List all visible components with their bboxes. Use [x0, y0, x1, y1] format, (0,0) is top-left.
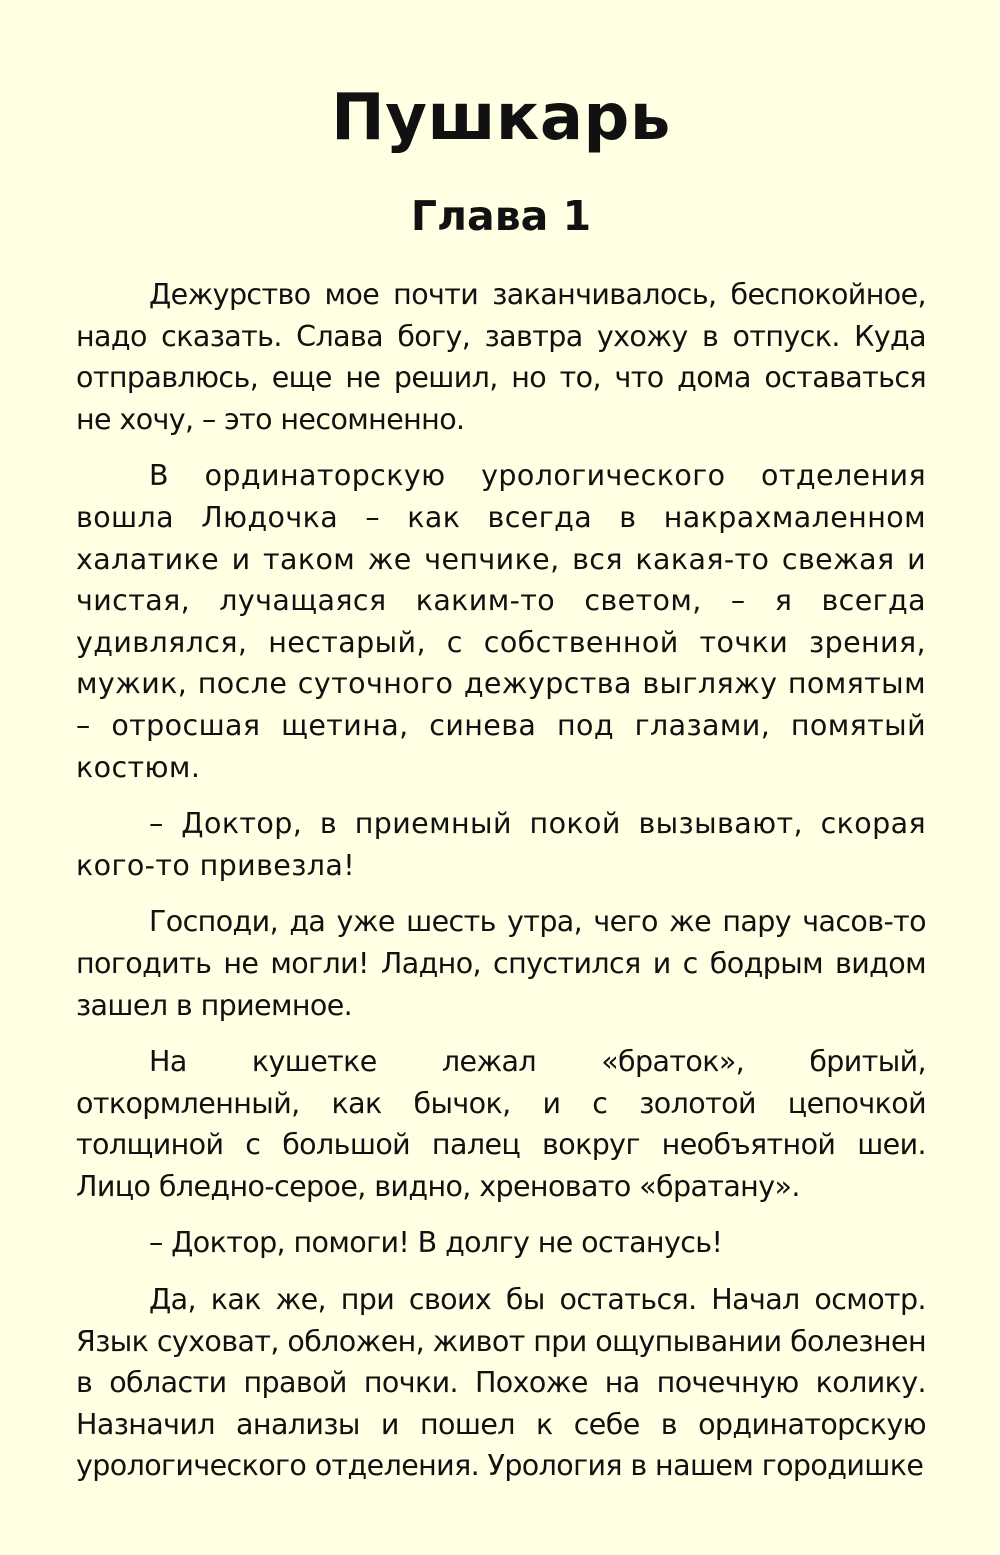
- paragraph-5: На кушетке лежал «браток», бритый, откормленный, как бычок, и с золотой цепочкой толщиной с большой палец вокруг необъятной шеи. Лицо бледно-серое, видно, хреновато «братану».: [76, 1045, 926, 1203]
- paragraph-4: Господи, да уже шесть утра, чего же пару часов-то погодить не могли! Ладно, спустился и с бодрым видом зашел в приемное.: [76, 905, 926, 1022]
- chapter-title: Глава 1: [410, 192, 592, 240]
- book-title: Пушкарь: [331, 81, 671, 155]
- paragraph-1: Дежурство мое почти заканчивалось, беспокойное, надо сказать. Слава богу, завтра ухожу в отпуск. Куда отправлюсь, еще не решил, но то, что дома оставаться не хочу, – это несомненно.: [76, 278, 926, 436]
- paragraph-2: В ординаторскую урологического отделения вошла Людочка – как всегда в накрахмаленном халатике и таком же чепчике, вся какая-то свежая и чистая, лучащаяся каким-то светом, – я всегда удивлялся, нестарый, с собственной точки зрения, мужик, после суточного дежурства выгляжу помятым – отросшая щетина, синева под глазами, помятый костюм.: [76, 459, 926, 784]
- chapter-text: [76, 274, 926, 1487]
- paragraph-6: – Доктор, помоги! В долгу не останусь!: [149, 1226, 723, 1260]
- paragraph-7: Да, как же, при своих бы остаться. Начал осмотр. Язык суховат, обложен, живот при ощупывании болезнен в области правой почки. Похоже на почечную колику. Назначил анализы и пошел к себе в ординаторскую урологического отделения. Урология в нашем городишке: [76, 1283, 926, 1483]
- paragraph-3: – Доктор, в приемный покой вызывают, скорая кого-то привезла!: [76, 807, 926, 882]
